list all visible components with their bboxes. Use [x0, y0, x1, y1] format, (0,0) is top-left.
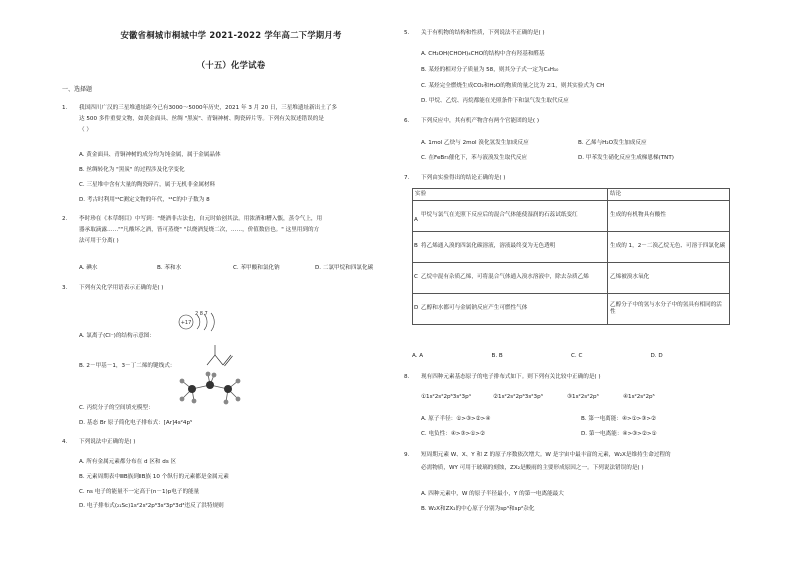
electron-shells: 2 8 7 — [195, 311, 208, 317]
nucleus-charge: +17 — [180, 320, 192, 326]
table-cell — [413, 293, 608, 324]
row-label: D — [414, 305, 419, 312]
table-row — [413, 262, 730, 293]
table-row — [413, 200, 730, 231]
option-a: A. 原子半径：①>③>②>④ — [421, 416, 491, 422]
option-d: D. 电子排布式(₂₁Sc)1s²2s²2p⁶3s²3p⁶3d³违反了洪特规则 — [79, 503, 224, 509]
question-text-line: 下列说法中正确的是( ) — [79, 439, 136, 445]
row-label: B — [414, 243, 418, 250]
propane-model-diagram — [174, 371, 246, 407]
option-d: D. 考古时利用¹⁴C测定文物的年代，¹⁴C的中子数为 8 — [79, 197, 210, 203]
config-1: ①1s²2s²2p⁶3s²3p⁴ — [421, 394, 471, 400]
question-text-line: 达 500 多件重要文物，如黄金面具、丝绸 "黑炭"、青铜神树、陶瓷碎片等。下列有关叙述错误的是 — [79, 115, 324, 122]
option-c: C. C — [571, 353, 583, 359]
config-4: ④1s²2s²2p⁵ — [623, 394, 655, 400]
table-cell-text: 乙醇和水都可与金属钠反应产生可燃性气体 — [421, 305, 528, 312]
option-d: D. 基态 Br 原子简化电子排布式：[Ar]4s²4p⁵ — [79, 420, 193, 426]
table-header-row — [413, 189, 730, 201]
option-d: D. 甲烷、乙烷、丙烷都能在光照条件下和氯气发生取代反应 — [421, 98, 569, 104]
option-b: B. W₂X和ZX₂的中心原子分别为sp³和sp²杂化 — [421, 506, 535, 512]
option-c: C. 在FeBr₃催化下，苯与液溴发生取代反应 — [421, 155, 528, 161]
option-c: C. 丙烷分子的空间填充模型： — [79, 405, 154, 411]
option-a: A. 碘水 — [79, 265, 98, 271]
question-number: 5. — [404, 30, 410, 36]
option-a: A. 1mol 乙炔与 2mol 溴化氢发生加成反应 — [421, 140, 529, 146]
option-b: B. 某烃的相对分子质量为 58，则其分子式一定为C₄H₁₀ — [421, 67, 559, 73]
table-cell-text: 将乙烯通入溴的四氯化碳溶液，溶液最终变为无色透明 — [421, 243, 556, 250]
question-number: 6. — [404, 118, 410, 124]
question-number: 2. — [62, 216, 68, 222]
table-cell-text: 甲烷与氯气在光照下反应后的混合气体能使湿润的石蕊试纸变红 — [421, 212, 578, 219]
option-c: C. 苯甲酸和氯化钠 — [233, 265, 280, 271]
row-label: C — [414, 274, 418, 281]
table-cell: 生成的 1，2－二溴乙烷无色、可溶于四氯化碳 — [608, 231, 730, 262]
option-c: C. 三星堆中含有大量的陶瓷碎片，属于无机非金属材料 — [79, 182, 216, 188]
table-cell: 生成的有机物具有酸性 — [608, 200, 730, 231]
option-b: B. 第一电离能：④>①>③>② — [581, 416, 657, 422]
option-c: C. 某烃完全燃烧生成CO₂和H₂O的物质的量之比为 2∶1，则其实验式为 CH — [421, 83, 605, 89]
page-title-line-2: （十五）化学试卷 — [196, 60, 266, 70]
option-a: A. A — [412, 353, 424, 359]
option-b: B. B — [491, 353, 503, 359]
question-text-line: 必需物质，WY 可用于玻璃的刻蚀，ZX₂是酸雨的主要形成原因之一。下列说法错误的是( ) — [421, 464, 644, 471]
option-c: C. ns 电子的能量不一定高于(n－1)p电子的能量 — [79, 489, 200, 495]
question-text-line: 现有四种元素基态原子的电子排布式如下。则下列有关比较中正确的是( ) — [421, 374, 601, 380]
option-b: B. 2－甲基－1，3－丁二烯的键线式： — [79, 363, 176, 369]
option-b: B. 元素周期表中ⅢB族到ⅡB族 10 个纵行的元素都是金属元素 — [79, 474, 229, 480]
section-heading: 一、选择题 — [62, 86, 93, 93]
table-row — [413, 231, 730, 262]
option-a: A. 所有金属元素都分布在 d 区和 ds 区 — [79, 459, 177, 465]
question-text-line: 下列由实验得出的结论正确的是( ) — [421, 175, 506, 181]
option-d: D. 二氯甲烷和四氯化碳 — [315, 265, 374, 271]
option-d: D. 第一电离能：④>③>②>① — [581, 431, 657, 437]
question-text-line: 器承取滴露……""凡酸坏之酒，皆可蒸烧" "以烧酒复烧二次，……，价值数倍也。" 这里用到的方 — [79, 226, 320, 233]
question-text-line: 短周期元素 W、X、Y 和 Z 的原子序数依次增大。W 是宇宙中最丰富的元素，W₂X是维持生命过程的 — [421, 452, 671, 458]
option-b: B. 丝绸转化为 "黑炭" 的过程涉及化学变化 — [79, 167, 185, 173]
page-title-line-1: 安徽省桐城市桐城中学 2021-2022 学年高二下学期月考 — [120, 30, 342, 40]
answer-options-row — [412, 353, 730, 360]
option-a: A. 氯离子(Cl⁻)的结构示意图： — [79, 333, 155, 339]
table-cell-text: 乙烷中混有杂质乙烯，可将混合气体通入溴水溶液中，除去杂质乙烯 — [421, 274, 589, 281]
option-c: C. 电负性：④>③>①>② — [421, 431, 485, 437]
option-d: D. D — [650, 353, 663, 359]
question-number: 9. — [404, 452, 410, 458]
row-label: A — [414, 217, 418, 224]
chloride-ion-structure-diagram — [176, 310, 224, 334]
experiment-table — [412, 188, 730, 325]
question-text-line: 下列有关化学用语表示正确的是( ) — [79, 285, 164, 291]
option-d: D. 甲苯发生硝化反应生成梯恩梯(TNT) — [578, 155, 674, 161]
option-a: A. CH₂OH(CHOH)₄CHO的结构中含有羟基和醛基 — [421, 51, 545, 57]
question-text-line: 李时珍在《本草纲目》中写到："烧酒非古法也，自元时始创其法。用浓酒和糟入甑，蒸令气上，用 — [79, 216, 323, 222]
question-text-line: 法可用于分离( ) — [79, 237, 119, 244]
question-text-line: 下列反应中，其有机产物含有两个官能团的是( ) — [421, 118, 540, 124]
question-text-line: 关于有机物的结构和性质，下列说法不正确的是( ) — [421, 30, 545, 36]
table-cell — [413, 262, 608, 293]
question-number: 8. — [404, 374, 410, 380]
table-cell — [413, 231, 608, 262]
question-text-line: （ ） — [79, 126, 92, 133]
option-b: B. 苯和水 — [157, 265, 182, 271]
option-b: B. 乙烯与H₂O发生加成反应 — [578, 140, 647, 146]
question-text-line: 我国四川广汉的三星堆遗址距今已有3000～5000年历史，2021 年 3 月 20 日，三星堆遗址新出土了多 — [79, 105, 338, 111]
table-row — [413, 293, 730, 324]
table-header-cell: 实验 — [413, 189, 608, 201]
skeletal-formula-diagram — [205, 343, 235, 369]
table-cell: 乙烯被溴水氧化 — [608, 262, 730, 293]
option-a: A. 黄金面具、青铜神树的成分均为纯金属，属于金属晶体 — [79, 152, 221, 158]
table-header-cell: 结论 — [608, 189, 730, 201]
question-number: 1. — [62, 105, 68, 111]
config-2: ②1s²2s²2p⁶3s²3p³ — [493, 394, 543, 400]
table-cell — [413, 200, 608, 231]
table-cell: 乙醇分子中的氢与水分子中的氢具有相同的活性 — [608, 293, 730, 324]
option-a: A. 四种元素中，W 的原子半径最小，Y 的第一电离能最大 — [421, 491, 564, 497]
question-number: 4. — [62, 439, 68, 445]
config-3: ③1s²2s²2p³ — [567, 394, 599, 400]
question-number: 3. — [62, 285, 68, 291]
question-number: 7. — [404, 175, 410, 181]
